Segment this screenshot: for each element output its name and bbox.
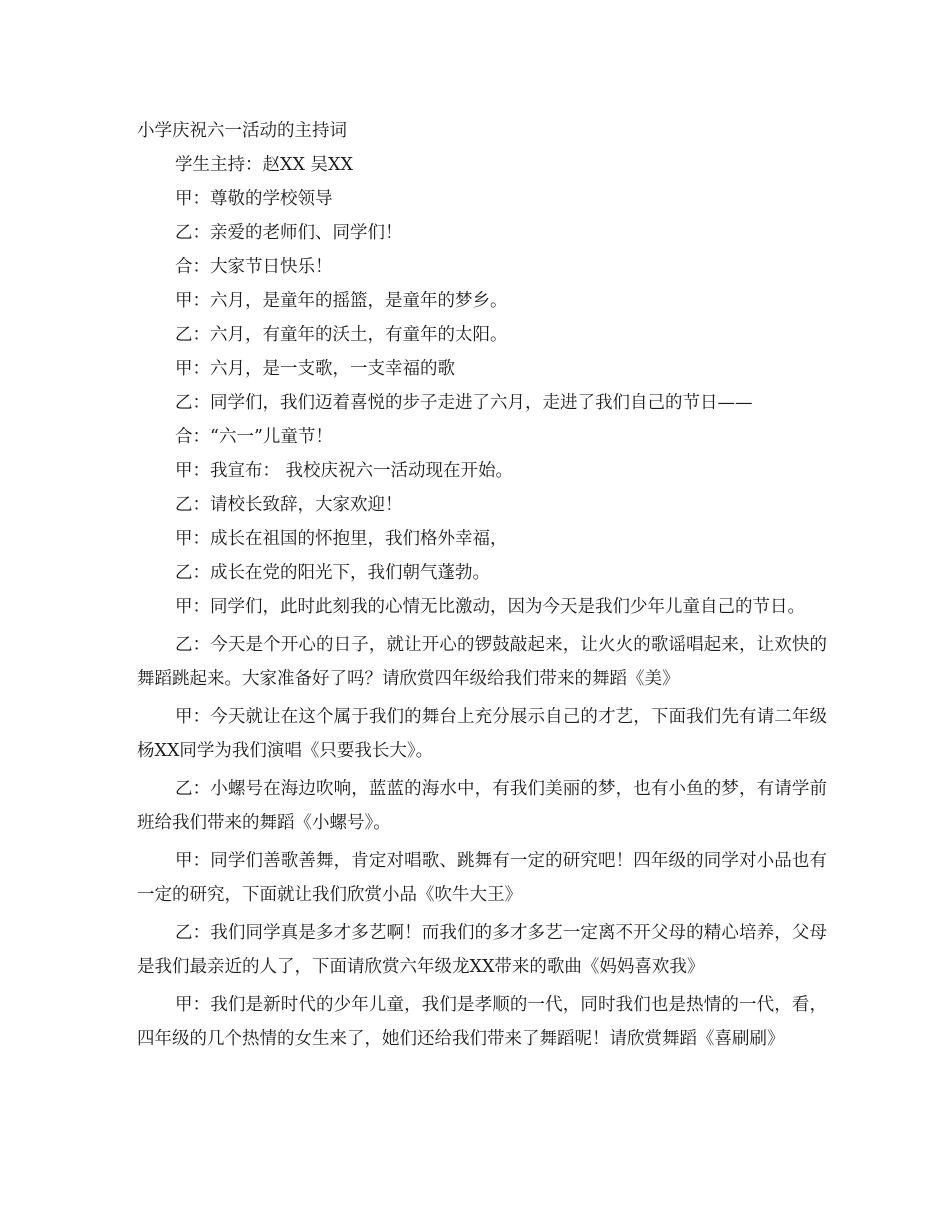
dialogue-line: 乙：同学们，我们迈着喜悦的步子走进了六月，走进了我们自己的节日—— <box>175 393 753 413</box>
dialogue-line: 甲：尊敬的学校领导 <box>175 189 333 209</box>
dialogue-line: 乙：请校长致辞，大家欢迎！ <box>175 495 403 515</box>
dialogue-line: 乙：亲爱的老师们、同学们！ <box>175 223 403 243</box>
document-title: 小学庆祝六一活动的主持词 <box>137 121 347 141</box>
dialogue-line: 甲：今天就让在这个属于我们的舞台上充分展示自己的才艺，下面我们先有请二年级杨XX同学为我们演唱《只要我长大》。 <box>137 707 827 761</box>
document-body <box>137 114 827 1056</box>
host-line: 学生主持：赵XX 吴XX <box>175 155 353 175</box>
dialogue-line: 乙：今天是个开心的日子，就让开心的锣鼓敲起来，让火火的歌谣唱起来，让欢快的舞蹈跳起来。大家准备好了吗？请欣赏四年级给我们带来的舞蹈《美》 <box>137 635 827 689</box>
dialogue-line: 乙：六月，有童年的沃土，有童年的太阳。 <box>175 325 508 345</box>
dialogue-line: 甲：六月，是一支歌，一支幸福的歌 <box>175 359 455 379</box>
dialogue-line: 甲：我们是新时代的少年儿童，我们是孝顺的一代，同时我们也是热情的一代，看，四年级的几个热情的女生来了，她们还给我们带来了舞蹈呢！请欣赏舞蹈《喜刷刷》 <box>137 995 827 1049</box>
dialogue-line: 甲：同学们善歌善舞，肯定对唱歌、跳舞有一定的研究吧！四年级的同学对小品也有一定的研究，下面就让我们欣赏小品《吹牛大王》 <box>137 851 827 905</box>
dialogue-line: 合：大家节日快乐！ <box>175 257 333 277</box>
dialogue-line: 乙：我们同学真是多才多艺啊！而我们的多才多艺一定离不开父母的精心培养，父母是我们最亲近的人了，下面请欣赏六年级龙XX带来的歌曲《妈妈喜欢我》 <box>137 923 827 977</box>
dialogue-line: 甲：六月，是童年的摇篮，是童年的梦乡。 <box>175 291 508 311</box>
dialogue-line: 合：“六一”儿童节！ <box>175 427 333 447</box>
dialogue-line: 甲：同学们，此时此刻我的心情无比激动，因为今天是我们少年儿童自己的节日。 <box>175 597 805 617</box>
dialogue-line: 甲：我宣布： 我校庆祝六一活动现在开始。 <box>175 461 514 481</box>
dialogue-line: 乙：小螺号在海边吹响，蓝蓝的海水中，有我们美丽的梦，也有小鱼的梦，有请学前班给我们带来的舞蹈《小螺号》。 <box>137 779 827 833</box>
dialogue-line: 乙：成长在党的阳光下，我们朝气蓬勃。 <box>175 563 490 583</box>
dialogue-line: 甲：成长在祖国的怀抱里，我们格外幸福， <box>175 529 508 549</box>
